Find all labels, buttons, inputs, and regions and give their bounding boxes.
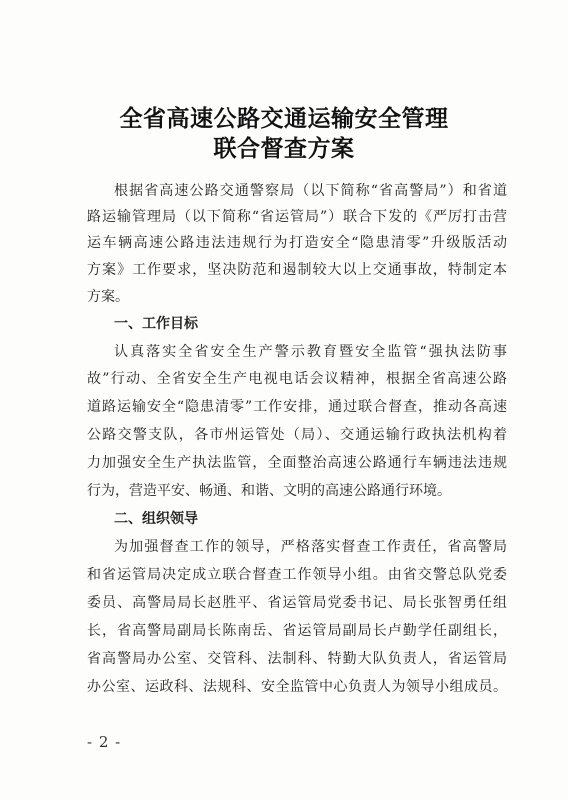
paragraph-2-line: 力加强安全生产执法监管，全面整治高速公路通行车辆违法违规: [87, 455, 507, 471]
document-title-line-1: 全省高速公路交通运输安全管理: [119, 105, 449, 132]
document-title-line-2: 联合督查方案: [213, 135, 355, 162]
paragraph-2-line: 行为，营造平安、畅通、和谐、文明的高速公路通行环境。: [87, 483, 451, 499]
section-heading-organization: 二、组织领导: [114, 511, 198, 527]
paragraph-3-line: 委员、高警局局长赵胜平、省运管局党委书记、局长张智勇任组: [87, 595, 507, 611]
page-number: - 2 -: [87, 733, 122, 751]
paragraph-1-line: 方案。: [87, 289, 129, 305]
paragraph-1-line: 运车辆高速公路违法违规行为打造安全“隐患清零”升级版活动: [87, 235, 507, 251]
paragraph-3-line: 省高警局办公室、交管科、法制科、特勤大队负责人，省运管局: [87, 651, 507, 667]
paragraph-1-line: 路运输管理局（以下简称“省运管局”）联合下发的《严厉打击营: [87, 209, 507, 225]
paragraph-2-line: 道路运输安全“隐患清零”工作安排，通过联合督查，推动各高速: [87, 399, 507, 415]
paragraph-3-line: 为加强督查工作的领导，严格落实督查工作责任，省高警局: [114, 539, 507, 555]
paragraph-3-line: 长，省高警局副局长陈南岳、省运管局副局长卢勤学任副组长，: [87, 623, 507, 639]
paragraph-3-line: 办公室、运政科、法规科、安全监管中心负责人为领导小组成员。: [87, 679, 507, 695]
paragraph-2-line: 认真落实全省安全生产警示教育暨安全监管“强执法防事: [114, 344, 507, 360]
paragraph-2-line: 公路交警支队，各市州运管处（局）、交通运输行政执法机构着: [87, 427, 507, 443]
section-heading-goals: 一、工作目标: [114, 316, 198, 332]
paragraph-1-line: 方案》工作要求，坚决防范和遏制较大以上交通事故，特制定本: [87, 262, 507, 278]
paragraph-3-line: 和省运管局决定成立联合督查工作领导小组。由省交警总队党委: [87, 567, 507, 583]
paragraph-1-line: 根据省高速公路交通警察局（以下简称“省高警局”）和省道: [114, 183, 507, 199]
paragraph-2-line: 故”行动、全省安全生产电视电话会议精神，根据全省高速公路: [87, 371, 507, 387]
